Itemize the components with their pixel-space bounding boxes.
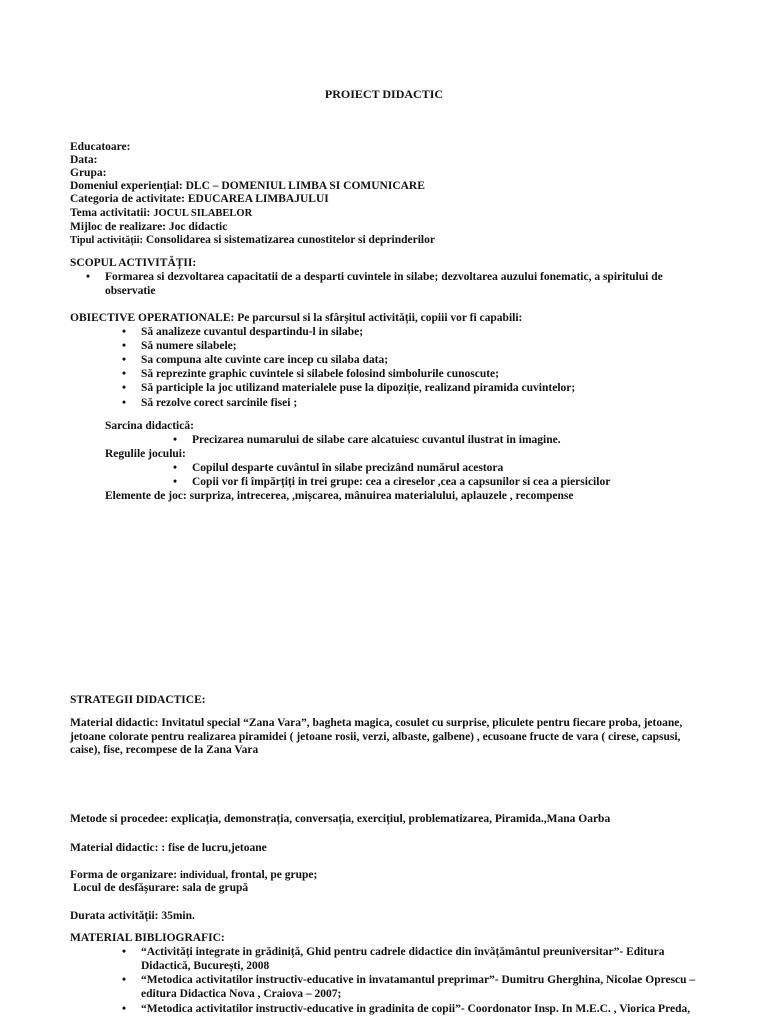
forma-line — [70, 869, 317, 883]
field-mijloc — [70, 221, 227, 235]
obiectiv-item: • Să numere silabele; — [141, 340, 237, 354]
regula-item: • Copii vor fi împărțiți in trei grupe: cea a cireselor ,cea a capsunilor si cea a piersicilor — [192, 476, 610, 490]
locul-label: Locul de desfășurare: — [73, 882, 180, 894]
obiectiv-item: • Să reprezinte graphic cuvintele si silabele folosind simbolurile cunoscute; — [141, 368, 499, 382]
categoria-value: EDUCAREA LIMBAJULUI — [187, 193, 329, 205]
field-tipul — [70, 234, 435, 248]
material-didactic-paragraph — [70, 717, 700, 758]
bibliografie-item: • “Metodica activitatilor instructiv-educative in gradinita de copii”- Coordonator Insp. In M.E.C. , Viorica Preda, — [141, 1003, 711, 1017]
material-didactic-2-value: : fise de lucru,jetoane — [161, 842, 267, 854]
material-didactic-2-label: Material didactic: — [70, 842, 159, 854]
metode-value: explicația, demonstrația, conversația, exercițiul, problematizarea, Piramida.,Mana Oarba — [171, 813, 611, 825]
bibliografie-item: • “Metodica activitatilor instructiv-educative in invatamantul preprimar”- Dumitru Gherghina, Nicolae Oprescu – editura Didactica Nova , Craiova – 2007; — [141, 974, 701, 1001]
sarcina-item: • Precizarea numarului de silabe care alcatuiesc cuvantul ilustrat in imagine. — [192, 434, 561, 448]
domeniul-label: Domeniul experiențial: — [70, 180, 183, 192]
scopul-item: • Formarea si dezvoltarea capacitatii de a desparti cuvintele in silabe; dezvoltarea auzului fonematic, a spiritului de observatie — [105, 271, 715, 298]
regula-item: • Copilul desparte cuvântul în silabe precizând numărul acestora — [192, 462, 503, 476]
locul-line — [73, 882, 248, 896]
durata-value: 35min. — [161, 910, 195, 922]
obiectiv-item: • Să participle la joc utilizand materialele puse la dipoziție, realizand piramida cuvintelor; — [141, 382, 575, 396]
obiective-line — [70, 312, 522, 326]
forma-value: frontal, pe grupe; — [231, 869, 318, 881]
tema-value: JOCUL SILABELOR — [153, 208, 253, 219]
elemente-line — [105, 490, 573, 504]
obiectiv-item: • Să analizeze cuvantul despartindu-l in silabe; — [141, 326, 363, 340]
obiectiv-item: • Să rezolve corect sarcinile fisei ; — [141, 397, 297, 411]
tipul-value: Consolidarea si sistematizarea cunostitelor si deprinderilor — [145, 234, 435, 246]
forma-label: Forma de organizare: — [70, 869, 178, 881]
tipul-label: Tipul activității: — [70, 235, 144, 246]
metode-label: Metode si procedee: — [70, 813, 169, 825]
field-grupa: Grupa: — [70, 167, 107, 179]
elemente-label: Elemente de joc: — [105, 490, 187, 502]
mijloc-label: Mijloc de realizare: — [70, 221, 167, 233]
strategii-heading: STRATEGII DIDACTICE: — [70, 694, 206, 706]
field-categoria — [70, 193, 329, 207]
obiective-intro: Pe parcursul si la sfârșitul activității, copiii vor fi capabili: — [237, 312, 523, 324]
regulile-label: Regulile jocului: — [105, 448, 186, 460]
field-data: Data: — [70, 154, 98, 166]
field-educatoare: Educatoare: — [70, 141, 131, 153]
durata-line — [70, 910, 195, 924]
domeniul-value: DLC – DOMENIUL LIMBA SI COMUNICARE — [185, 180, 425, 192]
metode-line — [70, 813, 610, 827]
mijloc-value: Joc didactic — [168, 221, 228, 233]
field-tema — [70, 207, 252, 221]
durata-label: Durata activității: — [70, 910, 159, 922]
sarcina-label: Sarcina didactică: — [105, 420, 194, 432]
obiective-heading: OBIECTIVE OPERATIONALE: — [70, 312, 235, 324]
material-didactic-2-line — [70, 842, 267, 856]
obiectiv-item: • Sa compuna alte cuvinte care incep cu silaba data; — [141, 354, 388, 368]
document-title: PROIECT DIDACTIC — [324, 87, 444, 101]
elemente-value: surpriza, intrecerea, ,mișcarea, mânuirea materialului, aplauzele , recompense — [189, 490, 574, 502]
field-domeniul — [70, 180, 425, 194]
scopul-heading: SCOPUL ACTIVITĂȚII: — [70, 257, 197, 269]
bibliografie-heading: MATERIAL BIBLIOGRAFIC: — [70, 932, 225, 944]
material-didactic-value: Invitatul special “Zana Vara”, bagheta magica, cosulet cu surprise, pliculete pentru fiecare proba, jetoane, jetoane colorate pentru realizarea piramidei ( jetoane rosii, verzi, albaste, galbene) , ecusoane fructe de vara ( cirese, capsusi, caise), fise, recompese de la Zana Vara — [70, 717, 683, 756]
tema-label: Tema activitatii: — [70, 207, 151, 219]
material-didactic-label: Material didactic: — [70, 717, 159, 729]
categoria-label: Categoria de activitate: — [70, 193, 185, 205]
locul-value: sala de grupă — [182, 882, 249, 894]
forma-value-individual: individual, — [179, 870, 229, 881]
bibliografie-item: • “Activități integrate in grădiniță, Ghid pentru cadrele didactice din învățământul preuniversitar”- Editura Didactică, București, 2008 — [141, 946, 701, 973]
